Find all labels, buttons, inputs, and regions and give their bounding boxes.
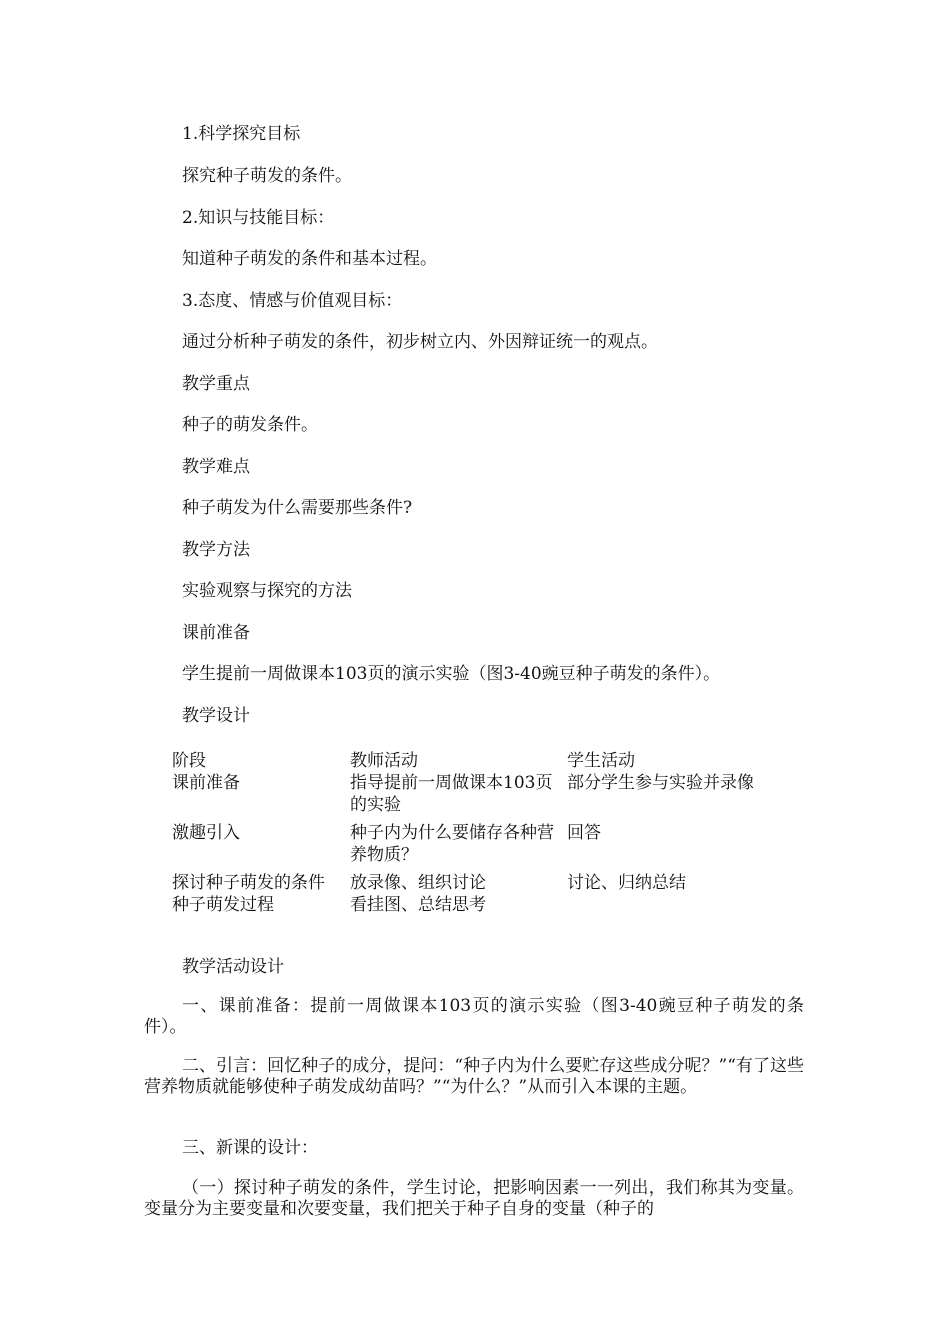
paragraph-new-lesson: 三、新课的设计：: [182, 1138, 318, 1158]
table-cell: 部分学生参与实验并录像: [567, 773, 754, 793]
paragraph-conditions: （一）探讨种子萌发的条件，学生讨论，把影响因素一一列出，我们称其为变量。变量分为主要变量和次要变量，我们把关于种子自身的变量（种子的: [144, 1178, 804, 1219]
table-cell: 激趣引入: [172, 823, 240, 843]
table-cell: [567, 894, 807, 916]
table-cell: 种子萌发过程: [172, 895, 274, 915]
table-row: [172, 772, 807, 816]
table-cell: 讨论、归纳总结: [567, 873, 686, 893]
section-science-goal: 1.科学探究目标: [182, 124, 301, 144]
activity-design-title: 教学活动设计: [182, 957, 284, 977]
table-row: [172, 866, 807, 894]
section-text: 实验观察与探究的方法: [182, 581, 352, 601]
section-attitude-goal: 3.态度、情感与价值观目标：: [182, 291, 403, 311]
paragraph-introduction: 二、引言：回忆种子的成分，提问：“种子内为什么要贮存这些成分呢？”“有了这些营养物质就能够使种子萌发成幼苗吗？”“为什么？”从而引入本课的主题。: [144, 1056, 804, 1097]
table-cell: 回答: [567, 823, 601, 843]
section-knowledge-goal: 2.知识与技能目标：: [182, 208, 335, 228]
section-text: 学生提前一周做课本103页的演示实验（图3-40豌豆种子萌发的条件）。: [182, 664, 721, 684]
section-text: 种子萌发为什么需要那些条件?: [182, 498, 413, 518]
table-cell: 指导提前一周做课本103页的实验: [350, 773, 553, 815]
design-table: [172, 750, 807, 916]
table-row: [172, 816, 807, 866]
table-cell: 种子内为什么要储存各种营养物质？: [350, 823, 554, 865]
table-header-row: [172, 750, 807, 772]
table-cell: 放录像、组织讨论: [350, 873, 486, 893]
section-key-point: 教学重点: [182, 374, 250, 394]
table-header: 教师活动: [350, 751, 418, 771]
section-text: 探究种子萌发的条件。: [182, 166, 352, 186]
table-row: [172, 894, 807, 916]
paragraph-preparation: 一、课前准备：提前一周做课本103页的演示实验（图3-40豌豆种子萌发的条件）。: [144, 996, 804, 1037]
section-design: 教学设计: [182, 706, 250, 726]
section-method: 教学方法: [182, 540, 250, 560]
section-text: 种子的萌发条件。: [182, 415, 318, 435]
table-cell: 看挂图、总结思考: [350, 895, 486, 915]
section-preparation: 课前准备: [182, 623, 250, 643]
table-header: 阶段: [172, 751, 206, 771]
section-text: 通过分析种子萌发的条件，初步树立内、外因辩证统一的观点。: [182, 332, 658, 352]
table-cell: 探讨种子萌发的条件: [172, 873, 325, 893]
table-header: 学生活动: [567, 751, 635, 771]
section-text: 知道种子萌发的条件和基本过程。: [182, 249, 437, 269]
section-difficulty: 教学难点: [182, 457, 250, 477]
table-cell: 课前准备: [172, 773, 240, 793]
